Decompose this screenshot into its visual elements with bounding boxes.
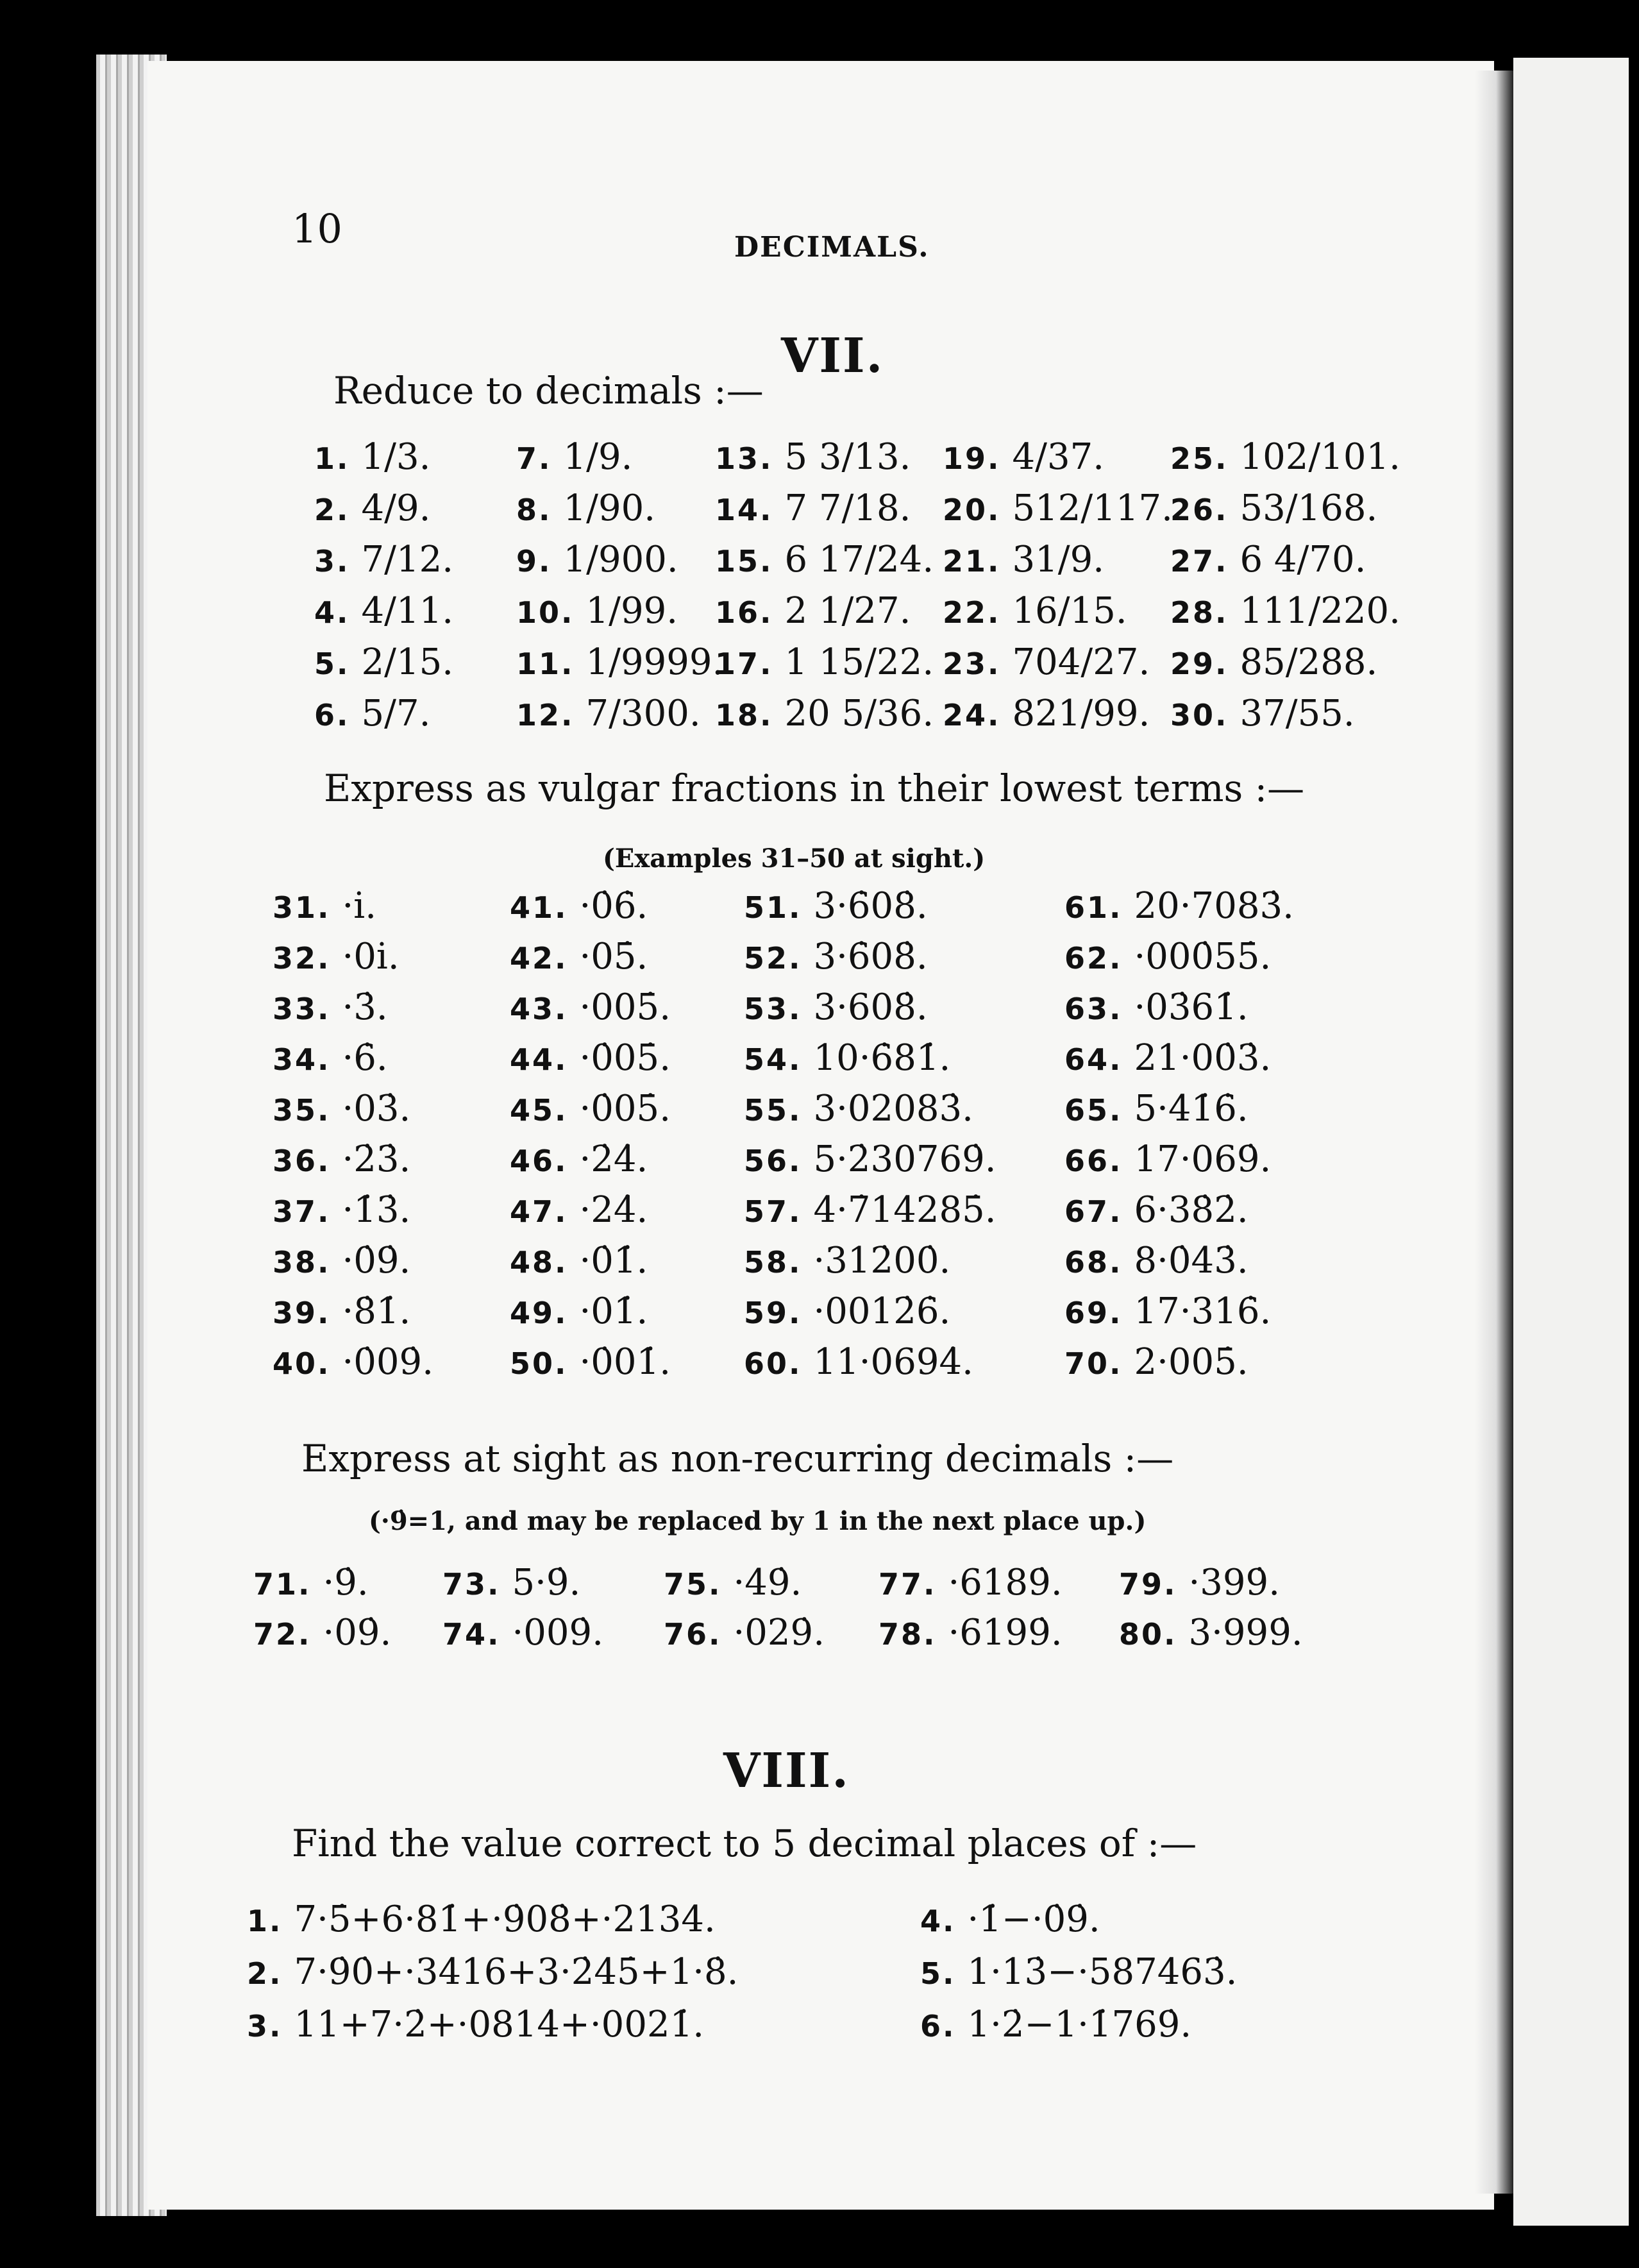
- exercise-item: [273, 1037, 388, 1079]
- exercise-expression: 11·0694̇.: [813, 1341, 973, 1383]
- exercise-item: [1064, 1138, 1271, 1180]
- exercise-expression: 512/117.: [1012, 487, 1173, 529]
- exercise-number: 31.: [273, 890, 331, 925]
- exercise-number: 50.: [510, 1346, 568, 1381]
- section-heading-viii: VIII.: [723, 1743, 850, 1798]
- exercise-item: [510, 986, 671, 1028]
- exercise-item: [715, 693, 934, 734]
- exercise-expression: 6 17/24.: [784, 539, 934, 580]
- exercise-item: [744, 1088, 973, 1130]
- exercise-number: 66.: [1064, 1144, 1123, 1178]
- exercise-item: [247, 1899, 716, 1940]
- exercise-item: [920, 2004, 1191, 2045]
- exercise-expression: 111/220.: [1240, 590, 1400, 632]
- exercise-number: 47.: [510, 1194, 568, 1229]
- exercise-expression: 21·00̇3̇.: [1134, 1037, 1272, 1079]
- exercise-item: [510, 885, 648, 927]
- exercise-item: [715, 436, 911, 478]
- exercise-item: [273, 885, 376, 927]
- exercise-number: 51.: [744, 890, 802, 925]
- exercise-number: 76.: [664, 1617, 722, 1652]
- exercise-number: 64.: [1064, 1042, 1123, 1077]
- exercise-item: [1064, 1037, 1271, 1079]
- exercise-number: 72.: [253, 1617, 312, 1652]
- exercise-item: [744, 885, 928, 927]
- exercise-number: 56.: [744, 1144, 802, 1178]
- exercise-item: [273, 1189, 410, 1231]
- exercise-expression: 3·6̇08̇.: [813, 936, 928, 977]
- exercise-number: 77.: [878, 1567, 937, 1602]
- exercise-expression: 6·38̇2̇.: [1134, 1189, 1248, 1231]
- exercise-expression: 3·608̇.: [813, 986, 928, 1028]
- exercise-number: 63.: [1064, 992, 1123, 1026]
- exercise-number: 3.: [314, 544, 350, 579]
- exercise-number: 79.: [1119, 1567, 1177, 1602]
- exercise-number: 75.: [664, 1567, 722, 1602]
- exercise-expression: ·8̇1̇.: [342, 1291, 411, 1332]
- exercise-number: 41.: [510, 890, 568, 925]
- exercise-number: 1.: [314, 441, 350, 476]
- exercise-expression: 2·005̇.: [1134, 1341, 1248, 1383]
- section-heading-vii: VII.: [781, 328, 884, 384]
- instruction-find-value: Find the value correct to 5 decimal places of :—: [292, 1822, 1197, 1865]
- exercise-number: 48.: [510, 1245, 568, 1280]
- exercise-expression: ·i.: [342, 885, 377, 927]
- exercise-expression: 5·9̇.: [512, 1562, 581, 1604]
- exercise-item: [510, 1037, 671, 1079]
- exercise-number: 22.: [943, 595, 1001, 630]
- exercise-expression: 5/7.: [361, 693, 431, 734]
- exercise-number: 58.: [744, 1245, 802, 1280]
- exercise-item: [744, 1291, 950, 1332]
- exercise-expression: ·03̇61̇.: [1134, 986, 1248, 1028]
- exercise-item: [273, 936, 399, 977]
- exercise-item: [715, 539, 934, 580]
- exercise-expression: 17·069̇.: [1134, 1138, 1272, 1180]
- exercise-item: [715, 487, 911, 529]
- exercise-number: 57.: [744, 1194, 802, 1229]
- exercise-item: [273, 1138, 410, 1180]
- exercise-item: [516, 590, 678, 632]
- exercise-expression: 704/27.: [1012, 641, 1150, 683]
- exercise-number: 55.: [744, 1093, 802, 1128]
- exercise-number: 40.: [273, 1346, 331, 1381]
- exercise-expression: 3·6̇08̇.: [813, 885, 928, 927]
- exercise-item: [943, 590, 1127, 632]
- book-gutter: [1475, 71, 1513, 2194]
- exercise-expression: 1/9999.: [585, 641, 724, 683]
- exercise-number: 2.: [247, 1956, 283, 1991]
- exercise-expression: 8·0̇43̇.: [1134, 1240, 1248, 1282]
- exercise-item: [1170, 590, 1400, 632]
- note-nines: (·9̇=1, and may be replaced by 1 in the next place up.): [369, 1506, 1147, 1536]
- exercise-expression: ·029̇.: [733, 1612, 825, 1654]
- exercise-expression: 7·9̇0̇+·3416+3·2̇45̇+1·8̇.: [294, 1951, 739, 1993]
- exercise-number: 9.: [516, 544, 552, 579]
- exercise-expression: 31/9.: [1012, 539, 1105, 580]
- exercise-expression: ·0̇09̇.: [342, 1341, 433, 1383]
- exercise-number: 65.: [1064, 1093, 1123, 1128]
- exercise-number: 35.: [273, 1093, 331, 1128]
- exercise-item: [715, 641, 934, 683]
- exercise-number: 14.: [715, 493, 773, 527]
- exercise-item: [1064, 1291, 1271, 1332]
- exercise-number: 38.: [273, 1245, 331, 1280]
- exercise-expression: 6 4/70.: [1240, 539, 1366, 580]
- exercise-expression: 20 5/36.: [784, 693, 934, 734]
- exercise-expression: 5·2̇30769̇.: [813, 1138, 996, 1180]
- exercise-expression: ·6189̇.: [948, 1562, 1063, 1604]
- exercise-number: 17.: [715, 647, 773, 681]
- exercise-expression: 11+7·2̇+·0814̇+·0021̇.: [294, 2004, 704, 2045]
- exercise-item: [510, 1291, 648, 1332]
- exercise-number: 80.: [1119, 1617, 1177, 1652]
- exercise-expression: 7/300.: [585, 693, 701, 734]
- exercise-number: 54.: [744, 1042, 802, 1077]
- exercise-number: 67.: [1064, 1194, 1123, 1229]
- exercise-item: [510, 1240, 648, 1282]
- exercise-item: [664, 1562, 802, 1604]
- exercise-expression: 7·5̇+6·81̇+·9̇08̇+·2134.: [294, 1899, 716, 1940]
- exercise-expression: 2 1/27.: [784, 590, 911, 632]
- exercise-item: [273, 1240, 410, 1282]
- exercise-number: 32.: [273, 941, 331, 976]
- exercise-expression: 37/55.: [1240, 693, 1355, 734]
- exercise-expression: ·0̇1̇.: [579, 1240, 648, 1282]
- note-at-sight: (Examples 31–50 at sight.): [603, 843, 986, 874]
- exercise-number: 8.: [516, 493, 552, 527]
- exercise-number: 44.: [510, 1042, 568, 1077]
- exercise-number: 21.: [943, 544, 1001, 579]
- exercise-number: 7.: [516, 441, 552, 476]
- exercise-expression: 7/12.: [361, 539, 454, 580]
- exercise-number: 13.: [715, 441, 773, 476]
- exercise-number: 5.: [920, 1956, 956, 1991]
- exercise-expression: 4/37.: [1012, 436, 1105, 478]
- exercise-item: [744, 1189, 996, 1231]
- exercise-number: 25.: [1170, 441, 1229, 476]
- exercise-item: [943, 641, 1150, 683]
- exercise-number: 23.: [943, 647, 1001, 681]
- exercise-number: 33.: [273, 992, 331, 1026]
- exercise-item: [273, 986, 388, 1028]
- instruction-non-recurring: Express at sight as non-recurring decimals :—: [301, 1437, 1174, 1480]
- exercise-item: [253, 1612, 391, 1654]
- exercise-expression: ·399̇.: [1188, 1562, 1280, 1604]
- exercise-number: 53.: [744, 992, 802, 1026]
- exercise-item: [1064, 885, 1294, 927]
- exercise-item: [943, 693, 1150, 734]
- exercise-item: [273, 1341, 433, 1383]
- exercise-item: [1064, 936, 1271, 977]
- exercise-expression: 5 3/13.: [784, 436, 911, 478]
- exercise-item: [516, 436, 632, 478]
- exercise-number: 27.: [1170, 544, 1229, 579]
- exercise-number: 39.: [273, 1296, 331, 1330]
- exercise-expression: ·0̇01̇.: [579, 1341, 671, 1383]
- exercise-expression: 4/11.: [361, 590, 454, 632]
- exercise-item: [1064, 1189, 1248, 1231]
- exercise-expression: 3·02083̇.: [813, 1088, 973, 1130]
- exercise-item: [920, 1899, 1100, 1940]
- exercise-item: [1064, 986, 1248, 1028]
- exercise-item: [1064, 1341, 1248, 1383]
- exercise-expression: 5·41̇6̇.: [1134, 1088, 1248, 1130]
- exercise-item: [744, 1341, 973, 1383]
- exercise-expression: 1/90.: [563, 487, 656, 529]
- exercise-item: [510, 936, 648, 977]
- exercise-expression: ·0̇6̇.: [579, 885, 648, 927]
- exercise-expression: 1·13̇−·587463̇.: [967, 1951, 1238, 1993]
- exercise-expression: 16/15.: [1012, 590, 1127, 632]
- exercise-expression: ·312̇00̇.: [813, 1240, 951, 1282]
- exercise-item: [943, 436, 1104, 478]
- exercise-expression: ·49̇.: [733, 1562, 802, 1604]
- exercise-number: 3.: [247, 2009, 283, 2044]
- exercise-expression: 20·7083̇.: [1134, 885, 1294, 927]
- exercise-expression: 17·316̇.: [1134, 1291, 1272, 1332]
- exercise-number: 49.: [510, 1296, 568, 1330]
- exercise-item: [516, 693, 701, 734]
- exercise-number: 46.: [510, 1144, 568, 1178]
- exercise-item: [1119, 1562, 1280, 1604]
- exercise-item: [1064, 1088, 1248, 1130]
- exercise-number: 62.: [1064, 941, 1123, 976]
- exercise-item: [943, 487, 1173, 529]
- exercise-item: [664, 1612, 825, 1654]
- exercise-expression: ·09̇.: [323, 1612, 392, 1654]
- exercise-number: 19.: [943, 441, 1001, 476]
- exercise-number: 6.: [920, 2009, 956, 2044]
- exercise-number: 74.: [442, 1617, 501, 1652]
- exercise-expression: 1/9.: [563, 436, 633, 478]
- exercise-item: [253, 1562, 369, 1604]
- exercise-expression: 1/3.: [361, 436, 431, 478]
- exercise-expression: 1 15/22.: [784, 641, 934, 683]
- exercise-number: 73.: [442, 1567, 501, 1602]
- exercise-number: 71.: [253, 1567, 312, 1602]
- exercise-expression: 53/168.: [1240, 487, 1378, 529]
- exercise-expression: ·000̇55̇.: [1134, 936, 1272, 977]
- exercise-number: 5.: [314, 647, 350, 681]
- exercise-number: 29.: [1170, 647, 1229, 681]
- page-number: 10: [292, 205, 342, 252]
- exercise-number: 6.: [314, 698, 350, 732]
- exercise-item: [314, 641, 453, 683]
- exercise-number: 70.: [1064, 1346, 1123, 1381]
- exercise-number: 1.: [247, 1904, 283, 1938]
- exercise-item: [516, 539, 678, 580]
- exercise-number: 12.: [516, 698, 575, 732]
- exercise-item: [1170, 641, 1377, 683]
- exercise-item: [744, 1037, 950, 1079]
- exercise-expression: ·6199̇.: [948, 1612, 1063, 1654]
- exercise-item: [247, 2004, 704, 2045]
- exercise-number: 4.: [314, 595, 350, 630]
- exercise-expression: ·0012̇6̇.: [813, 1291, 951, 1332]
- exercise-expression: ·24̇.: [579, 1189, 648, 1231]
- exercise-item: [516, 487, 655, 529]
- exercise-item: [510, 1189, 648, 1231]
- exercise-number: 24.: [943, 698, 1001, 732]
- exercise-item: [1170, 487, 1377, 529]
- exercise-item: [878, 1612, 1063, 1654]
- exercise-expression: ·0̇9̇.: [342, 1240, 411, 1282]
- instruction-reduce: Reduce to decimals :—: [333, 369, 764, 412]
- exercise-number: 2.: [314, 493, 350, 527]
- exercise-item: [1064, 1240, 1248, 1282]
- exercise-expression: 102/101.: [1240, 436, 1400, 478]
- exercise-number: 26.: [1170, 493, 1229, 527]
- instruction-vulgar: Express as vulgar fractions in their lowest terms :—: [324, 766, 1305, 810]
- exercise-number: 45.: [510, 1093, 568, 1128]
- exercise-expression: 3·999̇.: [1188, 1612, 1303, 1654]
- exercise-expression: ·0̇05̇.: [579, 1088, 671, 1130]
- exercise-item: [744, 936, 928, 977]
- exercise-number: 11.: [516, 647, 575, 681]
- exercise-item: [920, 1951, 1237, 1993]
- exercise-item: [314, 539, 453, 580]
- exercise-item: [1170, 539, 1366, 580]
- exercise-item: [943, 539, 1104, 580]
- exercise-number: 69.: [1064, 1296, 1123, 1330]
- exercise-number: 4.: [920, 1904, 956, 1938]
- exercise-number: 16.: [715, 595, 773, 630]
- exercise-number: 28.: [1170, 595, 1229, 630]
- exercise-expression: ·3̇.: [342, 986, 388, 1028]
- exercise-item: [1119, 1612, 1303, 1654]
- exercise-item: [510, 1088, 671, 1130]
- running-head: DECIMALS.: [734, 231, 930, 264]
- exercise-expression: 821/99.: [1012, 693, 1150, 734]
- exercise-expression: ·6̇.: [342, 1037, 388, 1079]
- exercise-expression: ·05̇.: [579, 936, 648, 977]
- exercise-expression: ·9̇.: [323, 1562, 369, 1604]
- exercise-number: 52.: [744, 941, 802, 976]
- exercise-item: [314, 693, 430, 734]
- exercise-expression: 1/900.: [563, 539, 678, 580]
- exercise-expression: ·03̇.: [342, 1088, 411, 1130]
- exercise-item: [744, 1240, 950, 1282]
- exercise-expression: 1/99.: [585, 590, 678, 632]
- exercise-expression: ·1̇−·0̇9̇.: [967, 1899, 1100, 1940]
- exercise-number: 30.: [1170, 698, 1229, 732]
- exercise-expression: 85/288.: [1240, 641, 1378, 683]
- exercise-item: [314, 590, 453, 632]
- exercise-item: [510, 1138, 648, 1180]
- exercise-number: 60.: [744, 1346, 802, 1381]
- exercise-item: [273, 1291, 410, 1332]
- exercise-number: 37.: [273, 1194, 331, 1229]
- exercise-item: [314, 487, 430, 529]
- exercise-expression: 4·7̇14285̇.: [813, 1189, 996, 1231]
- exercise-expression: ·005̇.: [579, 986, 671, 1028]
- exercise-item: [744, 986, 928, 1028]
- exercise-number: 78.: [878, 1617, 937, 1652]
- exercise-expression: ·0̇05̇.: [579, 1037, 671, 1079]
- exercise-expression: 7 7/18.: [784, 487, 911, 529]
- exercise-item: [247, 1951, 738, 1993]
- exercise-item: [510, 1341, 671, 1383]
- exercise-item: [273, 1088, 410, 1130]
- exercise-item: [1170, 693, 1355, 734]
- exercise-item: [744, 1138, 996, 1180]
- exercise-expression: ·009̇.: [512, 1612, 603, 1654]
- exercise-number: 18.: [715, 698, 773, 732]
- exercise-item: [1170, 436, 1400, 478]
- exercise-item: [715, 590, 911, 632]
- exercise-number: 43.: [510, 992, 568, 1026]
- exercise-expression: ·2̇4̇.: [579, 1138, 648, 1180]
- exercise-number: 59.: [744, 1296, 802, 1330]
- exercise-number: 68.: [1064, 1245, 1123, 1280]
- exercise-expression: ·2̇3̇.: [342, 1138, 411, 1180]
- exercise-expression: 10·6̇81̇.: [813, 1037, 951, 1079]
- exercise-number: 10.: [516, 595, 575, 630]
- exercise-number: 34.: [273, 1042, 331, 1077]
- exercise-item: [442, 1612, 603, 1654]
- exercise-number: 15.: [715, 544, 773, 579]
- exercise-number: 61.: [1064, 890, 1123, 925]
- exercise-number: 36.: [273, 1144, 331, 1178]
- exercise-expression: ·0i.: [342, 936, 399, 977]
- exercise-expression: ·1̇3̇.: [342, 1189, 411, 1231]
- exercise-item: [516, 641, 723, 683]
- exercise-expression: 1·2̇−1·1̇769̇.: [967, 2004, 1192, 2045]
- exercise-expression: 2/15.: [361, 641, 454, 683]
- exercise-item: [442, 1562, 580, 1604]
- exercise-expression: 4/9.: [361, 487, 431, 529]
- exercise-number: 20.: [943, 493, 1001, 527]
- exercise-item: [314, 436, 430, 478]
- exercise-number: 42.: [510, 941, 568, 976]
- exercise-item: [878, 1562, 1063, 1604]
- exercise-expression: ·01̇.: [579, 1291, 648, 1332]
- facing-page: [1513, 58, 1629, 2226]
